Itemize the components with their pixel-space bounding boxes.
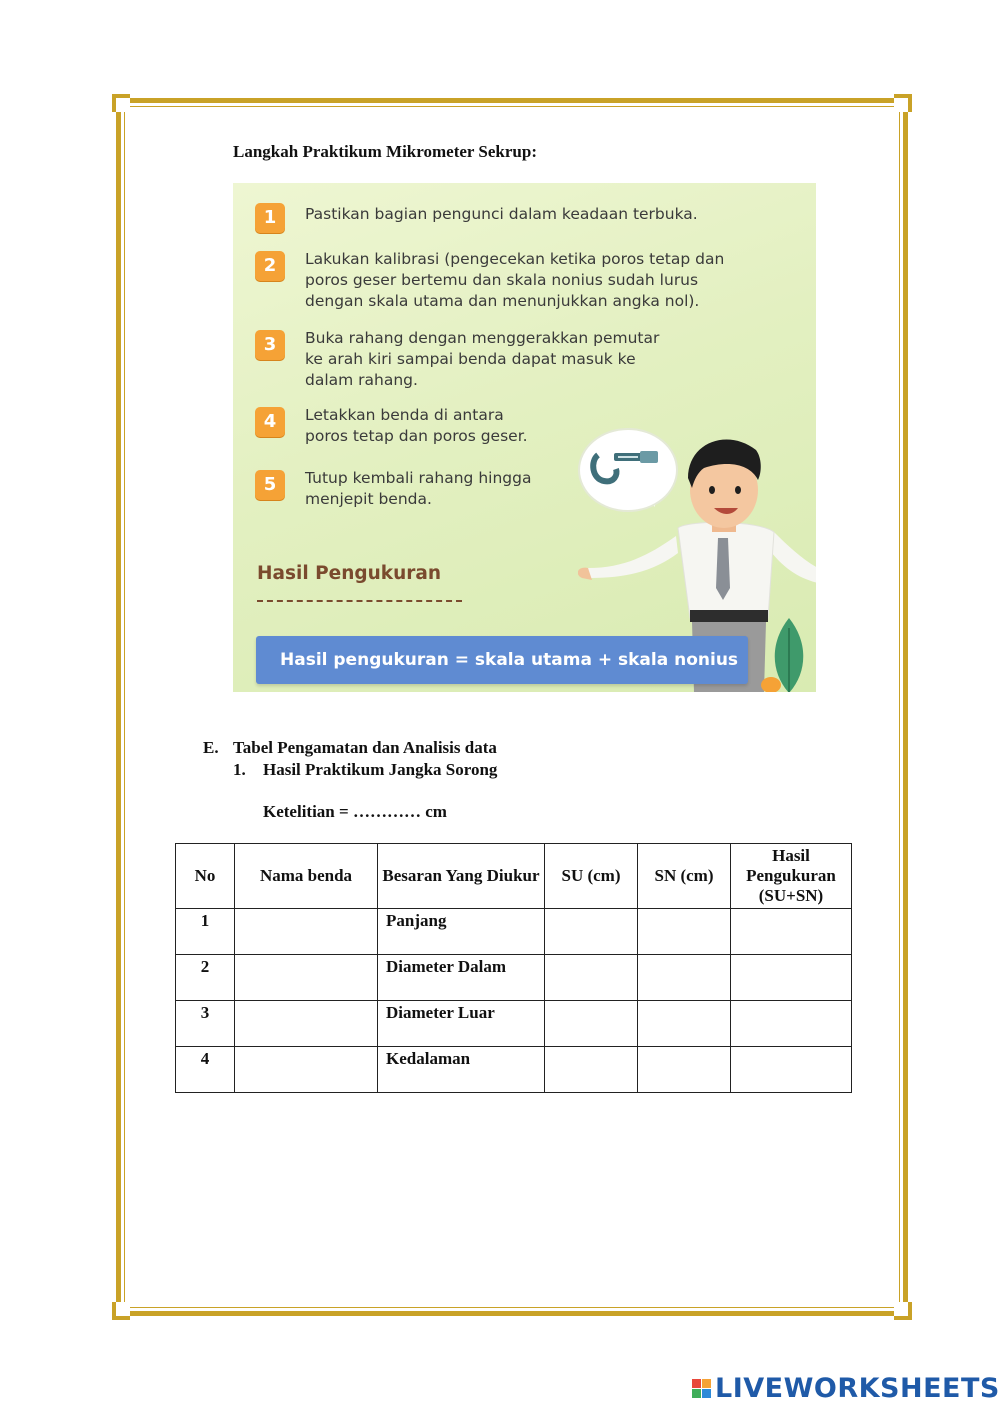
table-row <box>176 1001 852 1047</box>
hasil-pengukuran-title: Hasil Pengukuran <box>257 563 442 584</box>
header-no: No <box>176 844 235 909</box>
step-item <box>255 468 531 510</box>
step-text: Pastikan bagian pengunci dalam keadaan terbuka. <box>305 205 698 223</box>
table-row <box>176 955 852 1001</box>
header-hasil: Hasil Pengukuran (SU+SN) <box>731 844 852 909</box>
cell-su[interactable] <box>545 955 638 1001</box>
step-item <box>255 405 528 447</box>
step-number-badge: 4 <box>255 407 285 437</box>
cell-su[interactable] <box>545 1047 638 1093</box>
steps-illustration <box>233 183 816 692</box>
brand-name: LIVEWORKSHEETS <box>715 1373 1000 1404</box>
cell-besaran: Diameter Luar <box>378 1001 545 1047</box>
cell-nama-benda[interactable] <box>235 909 378 955</box>
cell-besaran: Kedalaman <box>378 1047 545 1093</box>
cell-besaran: Diameter Dalam <box>378 955 545 1001</box>
page-heading: Langkah Praktikum Mikrometer Sekrup: <box>233 142 537 161</box>
formula-banner: Hasil pengukuran = skala utama + skala nonius <box>256 636 748 684</box>
step-text: Tutup kembali rahang hingga menjepit benda. <box>305 469 532 508</box>
subsection-title: Hasil Praktikum Jangka Sorong <box>263 760 498 779</box>
section-letter: E. <box>203 738 219 757</box>
header-sn: SN (cm) <box>638 844 731 909</box>
plant-decoration <box>761 613 816 692</box>
step-text: Letakkan benda di antara poros tetap dan poros geser. <box>305 406 528 445</box>
title-underline <box>257 600 462 602</box>
subsection-heading <box>233 760 497 780</box>
step-text: Buka rahang dengan menggerakkan pemutar ke arah kiri sampai benda dapat masuk ke dalam rahang. <box>305 329 660 389</box>
cell-nama-benda[interactable] <box>235 955 378 1001</box>
cell-no: 2 <box>176 955 235 1001</box>
cell-nama-benda[interactable] <box>235 1047 378 1093</box>
cell-sn[interactable] <box>638 955 731 1001</box>
cell-besaran: Panjang <box>378 909 545 955</box>
cell-sn[interactable] <box>638 1001 731 1047</box>
frame-corner-top-left <box>112 94 130 112</box>
observation-table <box>175 843 852 1093</box>
frame-corner-bottom-right <box>894 1302 912 1320</box>
step-item <box>255 249 724 312</box>
frame-corner-top-right <box>894 94 912 112</box>
table-header-row <box>176 844 852 909</box>
cell-no: 3 <box>176 1001 235 1047</box>
cell-su[interactable] <box>545 1001 638 1047</box>
cell-hasil[interactable] <box>731 1001 852 1047</box>
step-number-badge: 3 <box>255 330 285 360</box>
header-besaran: Besaran Yang Diukur <box>378 844 545 909</box>
cell-hasil[interactable] <box>731 1047 852 1093</box>
cell-no: 4 <box>176 1047 235 1093</box>
section-title: Tabel Pengamatan dan Analisis data <box>233 738 497 757</box>
table-row <box>176 1047 852 1093</box>
step-number-badge: 2 <box>255 251 285 281</box>
cell-no: 1 <box>176 909 235 955</box>
ketelitian-line: Ketelitian = ………… cm <box>263 802 447 821</box>
cell-nama-benda[interactable] <box>235 1001 378 1047</box>
step-text: Lakukan kalibrasi (pengecekan ketika poros tetap dan poros geser bertemu dan skala nonius sudah lurus dengan skala utama dan menunjukkan angka nol). <box>305 250 725 310</box>
cell-sn[interactable] <box>638 1047 731 1093</box>
header-su: SU (cm) <box>545 844 638 909</box>
cell-hasil[interactable] <box>731 955 852 1001</box>
liveworksheets-logo[interactable] <box>692 1373 1000 1404</box>
cell-su[interactable] <box>545 909 638 955</box>
cell-sn[interactable] <box>638 909 731 955</box>
step-item <box>255 201 698 233</box>
step-number-badge: 5 <box>255 470 285 500</box>
step-number-badge: 1 <box>255 203 285 233</box>
cell-hasil[interactable] <box>731 909 852 955</box>
step-item <box>255 328 659 391</box>
subsection-number: 1. <box>233 760 246 779</box>
section-e-heading <box>203 738 497 758</box>
header-nama-benda: Nama benda <box>235 844 378 909</box>
frame-corner-bottom-left <box>112 1302 130 1320</box>
table-row <box>176 909 852 955</box>
brand-squares-icon <box>692 1379 711 1398</box>
